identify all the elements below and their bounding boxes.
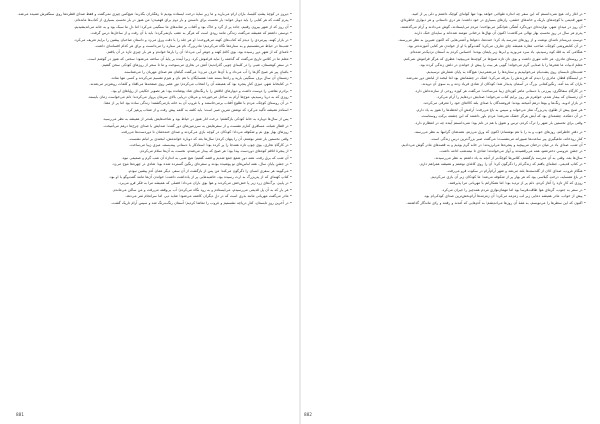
- paragraph: • در کتابِ قدیمی، جمله‌ای یافتم که زندگی‌ام را دگرگون کرد؛ آن را روی کاغذی نوشتم و همیشه همراهم دارم.: [419, 162, 586, 167]
- paragraph: • روزی که به دریا رسیدیم، موج‌ها آرام به ساحل می‌خوردند و مرغان دریایی بالای سرمان پرواز می‌کردند؛ دلم می‌خواست زمان بایستد.: [87, 95, 292, 100]
- paragraph: • معلم ما در کلاس تاریخ می‌گفت که گذشته را نباید فراموش کرد، زیرا آینده بر پایهٔ آن ساخته می‌شود؛ سخنی که هنوز در گوشم است.: [87, 56, 292, 61]
- paragraph: • در بازارِ ادویه، رنگ‌ها و بوها درهم آمیخته بودند؛ فروشندگان با صدای بلند کالاهای خود را معرفی می‌کردند.: [422, 101, 586, 106]
- paragraph: • در سفر به جنوب، گرمای هوا طاقت‌فرسا بود اما مهمان‌نوازیِ مردم همه‌چیز را جبران می‌کرد.: [441, 187, 586, 192]
- paragraph: • در کتابخانهٔ شهر، میزی کنارِ پنجره بود که همیشه آن را انتخاب می‌کردم؛ نورِ عصر روی صفحه‌ها می‌افتاد و کلمات روشن‌تر می‌شدند.: [89, 82, 292, 87]
- paragraph: • برادرم نقاشی را دوست داشت و دیوارهای اتاقش را با رنگ‌های شاد پوشانده بود؛ هر تصویر حکایتی از رؤیاهای او بود.: [111, 88, 292, 93]
- paragraph: • وقتی برای نخستین بار شهر را ترک کردم، ترس و شوق با هم در دلم بود؛ نمی‌دانستم آینده چه در انتظارم دارد.: [414, 120, 586, 125]
- paragraph: • در کارگاهِ نجاری، بوی چوبِ تازه همه‌جا را پر کرده بود؛ استادکار با دستانی پینه‌بسته، میزی زیبا می‌ساخت.: [129, 143, 292, 148]
- paragraph: • پس از سال‌ها دوباره به خانهٔ کودکی بازگشتم؛ درخت انار هنوز در حیاط بود و شاخه‌هایش بلندتر از همیشه به نظر می‌رسید.: [102, 117, 292, 122]
- paragraph: • دوستِ دیرینه‌ام نامه‌ای نوشت و از روزهای مدرسه یاد کرد؛ خنده‌ها، دعواها و آشتی‌هایی که اکنون شیرین به نظر می‌رسند.: [398, 37, 586, 42]
- paragraph: • هر بار که به آن پل قدیمی می‌رسیدم، می‌ایستادم و به رود نگاه می‌کردم؛ آب بی‌وقفه می‌رفت و من ساکن می‌ماندم.: [112, 187, 292, 192]
- paragraph: • روزی که کارِ تازه را آغاز کردم، دلم پر از تردید بود؛ اما همکارانم با مهربانی مرا پذیرفتند.: [448, 181, 586, 186]
- paragraph: • شب‌های تابستان روی پشت‌بام می‌خوابیدیم و ستاره‌ها را می‌شمردیم؛ هیچ‌گاه به پایان شمارش نرسیدیم.: [425, 69, 586, 74]
- paragraph: • در سفرِ کوهستان، شبی را در کلبه‌ای چوبی گذراندیم؛ آتش در بخاری می‌سوخت و ما تا سحر از روزهای کودکی سخن گفتیم.: [101, 63, 292, 68]
- paragraph: • روزهای بهار بوی نم و شکوفه می‌داد؛ کودکان در کوچه بازی می‌کردند و صدای خنده‌شان تا دوردست‌ها می‌رفت.: [120, 130, 292, 135]
- paragraph: • پدرم هر سال در روزِ نخستِ بهار نهالی می‌کاشت؛ اکنون آن نهال‌ها درختانی تنومند شده‌اند و سایه‌ای خنک دارند.: [413, 31, 586, 36]
- paragraph: • در پاییز، برگ‌های زرد زیر پا خش‌خش می‌کردند و هوا بوی باران می‌داد؛ فصلی که همیشه مرا به فکر فرو می‌برد.: [118, 181, 292, 186]
- paragraph: • استادم همیشه تأکید می‌کرد که نوشتن تمرینِ صبر است؛ باید کلمه به کلمه پیش رفت و از شتاب پرهیز کرد.: [126, 107, 292, 112]
- paragraph: • معلمِ ادبیات ما شعرها را با صدایی گرم می‌خواند؛ گویی هر بیت را پیش از خواندن در دلش زندگی کرده بود.: [419, 63, 586, 68]
- paragraph: • از پنجرهٔ اتاقم کوه‌های دوردست پیدا بود؛ هر صبح که بیدار می‌شدم، نخست به آن‌ها سلام می‌کردم.: [139, 149, 292, 154]
- paragraph: • دوستی داشتم که همیشه می‌گفت زندگی مانند رودی است که هرگز به عقب بازنمی‌گردد؛ باید با آن رفت و از ساحل‌ها درس گرفت.: [90, 31, 292, 36]
- paragraph: • باران که بند آمد، رنگین‌کمانی بزرگ در آسمان پدیدار شد؛ کودکان از شادی فریاد زدند و به سوی آن دویدند.: [421, 82, 586, 87]
- paragraph: • شب‌ها در حیاط می‌نشستیم و به ستاره‌ها نگاه می‌کردیم؛ مادربزرگ نام هر ستاره را می‌دانست و برای هر کدام افسانه‌ای داشت.: [94, 43, 292, 48]
- paragraph: • پیش از خواب، مادر همیشه دعایی زیر لب زمزمه می‌کرد؛ آن زمزمه‌ها آرام‌بخش‌ترین صدای کودکی‌ام بود.: [423, 194, 586, 199]
- paragraph: • در کارگاهِ سفالگری، پیرزنی با دستانی ماهر کوزه‌ای زیبا می‌ساخت؛ می‌گفت هر کوزه روحی از سازنده‌اش دارد.: [414, 88, 586, 93]
- paragraph: • هر صبح پیش از طلوع، پدربزرگ نماز می‌خواند و سپس به باغ می‌رفت؛ آرامشِ آن لحظه‌ها را هنوز به یاد دارم.: [415, 107, 586, 112]
- paragraph: • پدرم گفت که هر کتابی را باید دوبار خواند: بار نخست برای دانستن و بار دوم برای فهمیدن؛ من هنوز در بار نخستِ بسیاری از کتاب‌ها مانده‌ام.: [74, 18, 292, 23]
- paragraph: • در قطارِ شبانه، مسافری کنارم نشست و از سفرهایش به سرزمین‌های دور گفت؛ صدایش با صدای چرخ‌ها درهم می‌آمیخت.: [102, 123, 292, 128]
- paragraph: • آن روز در میدانِ شهر، نوازنده‌ای دوره‌گرد آهنگی غم‌انگیز می‌نواخت؛ مردم می‌ایستادند، گوش می‌دادند و آرام می‌گذشتند.: [400, 24, 586, 29]
- paragraph: • در دفترِ خاطراتم، روزهای خوب و بد را با هم نوشته‌ام؛ اکنون که ورق می‌زنم، همه‌شان گرانبها به نظر می‌رسند.: [413, 130, 586, 135]
- paragraph: • وقتی نخستین بار شعر نوشتم، آن را پنهان کردم؛ سال‌ها بعد که دوباره خواندمش، لبخندی بر لبانم نشست.: [128, 136, 292, 141]
- paragraph: • باغبانِ پیر هر صبح گل‌ها را آب می‌داد و با آن‌ها حرف می‌زد؛ می‌گفت گیاهان هم صدای مهربان را می‌شناسند.: [123, 69, 292, 74]
- paragraph: • نامه‌ای که از شهرِ دور رسیده بود، بوی کاغذِ کهنه و جوهرِ آبی می‌داد؛ آن را بارها خواندم و هر بار چیزی تازه در آن یافتم.: [106, 50, 292, 55]
- paragraph: • اکنون که این سطرها را می‌نویسم، به همهٔ آن روزها می‌اندیشم؛ به آدم‌هایی که آمدند و رفتند و ردّی ماندگار گذاشتند.: [406, 200, 586, 205]
- paragraph: • در جشنِ پایانِ سال، همه لباس‌های نو پوشیده بودند و سفره‌ای رنگین گسترده شده بود؛ شادی در چهره‌ها موج می‌زد.: [111, 162, 292, 167]
- paragraph: • در جشنِ عروسیِ دخترعمو، همه می‌رقصیدند و آواز می‌خواندند؛ شادی تا نیمه‌شب ادامه داشت.: [439, 149, 586, 154]
- paragraph: • هنگامی که به قلهٔ کوه رسیدیم، باد سرد می‌وزید و ابرها زیر پایمان بودند؛ احساس کردم به آسمان نزدیک‌تر شده‌ام.: [409, 50, 586, 55]
- paragraph: • در باغِ همسایه، درختِ گیلاسی بود که هر بهار پر از شکوفه می‌شد؛ ما کودکان زیر آن بازی می‌کردیم.: [430, 174, 586, 179]
- paragraph: • می‌گویند هر سفری انسان را دگرگون می‌کند؛ من پس از بازگشت از آن سفر، دیگر همان آدمِ پیشین نبودم.: [127, 168, 292, 173]
- paragraph: • در آن دهکده، چشمه‌ای بود که آبش هرگز خشک نمی‌شد؛ مردم باور داشتند که این چشمه برکتِ روستاست.: [420, 114, 586, 119]
- right-page-body: [308, 12, 586, 404]
- paragraph: • در روستای مادری، هر خانه تنوری داشت و بوی نانِ تازه صبح‌ها در کوچه‌ها می‌پیچید؛ عطری که هرگز فراموش نمی‌کنم.: [402, 56, 586, 61]
- paragraph: • در آن روستای کوچک، مردم با طلوعِ آفتاب برمی‌خاستند و با غروبِ آن به خانه بازمی‌گشتند؛ زندگی ساده بود اما پر از معنا.: [103, 101, 292, 106]
- right-page: [300, 0, 600, 424]
- paragraph: • آن روز که از شهر بیرون رفتیم، جاده پر از گرد و خاک بود و آفتاب بر شانه‌های ما سنگینی می‌کرد؛ اما دلِ ما سبک بود و به خانه می‌اندیشیدیم.: [73, 24, 292, 29]
- left-page-body: [14, 12, 292, 404]
- paragraph: • شهرِ قدیمی با کوچه‌های باریک و خانه‌های خشتی، رازهای بسیاری در خود داشت؛ هر دری داستانی و هر دیواری خاطره‌ای.: [399, 18, 586, 23]
- paragraph: • در ایستگاهِ قطار، مادری را دیدم که فرزندش را بدرقه می‌کرد؛ اشک در چشمانش بود اما لبخند از لبانش دور نمی‌شد.: [405, 75, 586, 80]
- page-number: 882: [304, 413, 312, 418]
- paragraph: • کنارِ رودخانه، ماهیگیری پیر ساعت‌ها صبورانه می‌نشست؛ می‌گفت صبر بزرگ‌ترین درسِ زندگی است.: [430, 136, 586, 141]
- paragraph: • هنگامِ غروب، صدای اذان از گلدسته‌ها بلند می‌شد و شهر آرام‌آرام در سکوت فرو می‌رفت.: [446, 168, 586, 173]
- paragraph: • زمستانِ آن سال برف سنگینی بارید و راه‌ها بسته شد؛ همسایگان با هم نان و هیزم تقسیم می‌کردند و کسی تنها نماند.: [110, 75, 292, 80]
- paragraph: • آن شب که برق رفت، همه دورِ شمع جمع شدیم و قصه گفتیم؛ هیچ شبی به اندازهٔ آن شب گرم و صمیمی نبود.: [121, 155, 292, 160]
- paragraph: • در آغاز راه، هیچ نمی‌دانستم که این سفر چه اندازه طولانی خواهد بود؛ تنها کوله‌ای کوچک داشتم و دلی پر از امید.: [411, 12, 586, 16]
- paragraph: • سال‌ها بعد، وقتی به آن مدرسه بازگشتم، کلاس‌ها کوچک‌تر از آنچه به یاد داشتم به نظر می‌رسیدند.: [434, 155, 586, 160]
- paragraph: • دیروز در کوچهٔ پشتِ کلیسا، باران آرام می‌بارید و ما زیرِ سایهٔ درخت ایستاده بودیم تا رهگذران بگذرند؛ هیچ‌کس چیزی نمی‌گفت و فقط صدای قطره‌ها روی سنگفرش شنیده می‌شد.: [17, 12, 292, 16]
- paragraph: • کتابِ کهنه‌ای که از پدربزرگ به ارث رسیده بود، حاشیه‌هایی پر از یادداشت داشت؛ خواندن آن‌ها مانند گفت‌وگو با او بود.: [108, 174, 292, 179]
- paragraph: • مادر می‌گفت مهربانی مانند بذری است که در دلِ دیگران کاشته می‌شود؛ شاید دیر، اما سرانجام ثمر می‌دهد.: [125, 194, 292, 199]
- paragraph: • در آن کتابفروشی کوچک، صاحب مغازه همیشه چای تعارف می‌کرد؛ گفت‌وگو با او از خواندنِ هر کتابی آموزنده‌تر بود.: [407, 43, 586, 48]
- paragraph: • در بازار کهنه، پیرمردی را دیدم که کتاب‌های کهنه می‌فروخت؛ او هر جلد را با دقت ورق می‌زد و داستانِ صاحبان پیشین را برایم تعریف می‌کرد.: [73, 37, 292, 42]
- paragraph: • آن زمستان که بیمار شدم، خواهرم هر روز برایم کتاب می‌خواند؛ صدایش دردهایم را آرام می‌کرد.: [436, 95, 586, 100]
- paragraph: • در آخرین روزِ تابستان، کنارِ دریاچه نشستیم و غروب را تماشا کردیم؛ آسمان رنگ‌به‌رنگ شد و سپس آرام تاریک گشت.: [110, 200, 292, 205]
- paragraph: • آن شب، صدای باد در میان درختان می‌پیچید و پنجره‌ها می‌لرزیدند؛ در خانه گرم بودیم و به قصه‌های مادر گوش می‌دادیم.: [400, 143, 586, 148]
- page-number: 881: [16, 413, 24, 418]
